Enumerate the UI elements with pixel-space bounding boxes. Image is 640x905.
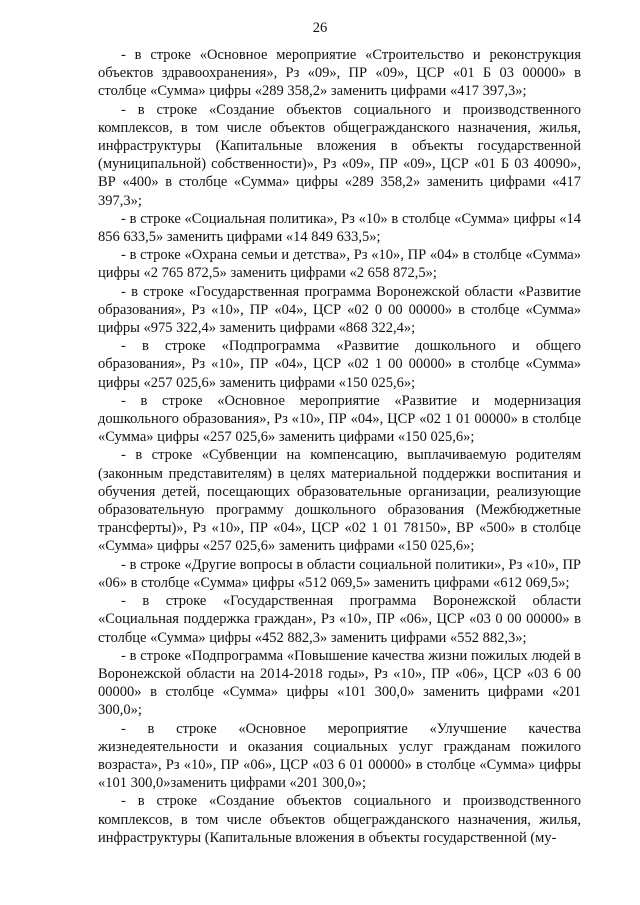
amendment-paragraph: - в строке «Государственная программа Воронежской области «Развитие образования», Рз «10», ПР «04», ЦСР «02 0 00 00000» в столбце «Сумма» цифры «975 322,4» заменить цифрами «868 322,4»; (98, 283, 581, 337)
amendment-paragraph: - в строке «Создание объектов социального и производственного комплексов, в том числе объектов общегражданского назначения, жилья, инфраструктуры (Капитальные вложения в объекты государственной (му- (98, 793, 581, 846)
amendment-paragraph: - в строке «Социальная политика», Рз «10» в столбце «Сумма» цифры «14 856 633,5» заменить цифрами «14 849 633,5»; (98, 210, 581, 246)
amendment-paragraph: - в строке «Основное мероприятие «Развитие и модернизация дошкольного образования», Рз «10», ПР «04», ЦСР «02 1 01 00000» в столбце «Сумма» цифры «257 025,6» заменить цифрами «150 025,6»; (98, 392, 581, 446)
amendment-paragraph: - в строке «Основное мероприятие «Строительство и реконструкция объектов здравоохранения», Рз «09», ПР «09», ЦСР «01 Б 03 00000» в столбце «Сумма» цифры «289 358,2» заменить цифрами «417 397,3»; (98, 47, 581, 100)
amendment-paragraph: - в строке «Другие вопросы в области социальной политики», Рз «10», ПР «06» в столбце «Сумма» цифры «512 069,5» заменить цифрами «612 069,5»; (98, 556, 581, 591)
amendment-paragraph: - в строке «Охрана семьи и детства», Рз «10», ПР «04» в столбце «Сумма» цифры «2 765 872,5» заменить цифрами «2 658 872,5»; (98, 247, 581, 282)
amendment-paragraph: - в строке «Подпрограмма «Повышение качества жизни пожилых людей в Воронежской области на 2014-2018 годы», Рз «10», ПР «06», ЦСР «03 6 00 00000» в столбце «Сумма» цифры «101 300,0» заменить цифрами «201 300,0»; (98, 647, 581, 719)
document-body (98, 46, 581, 847)
amendment-paragraph: - в строке «Субвенции на компенсацию, выплачиваемую родителям (законным представителям) в целях материальной поддержки воспитания и обучения детей, посещающих образовательные организации, реализующие образовательную программу дошкольного образования (Межбюджетные трансферты)», Рз «10», ПР «04», ЦСР «02 1 01 78150», ВР «500» в столбце «Сумма» цифры «257 025,6» заменить цифрами «150 025,6»; (98, 447, 581, 555)
amendment-paragraph: - в строке «Подпрограмма «Развитие дошкольного и общего образования», Рз «10», ПР «04», ЦСР «02 1 00 00000» в столбце «Сумма» цифры «257 025,6» заменить цифрами «150 025,6»; (98, 338, 581, 391)
amendment-paragraph: - в строке «Создание объектов социального и производственного комплексов, в том числе объектов общегражданского назначения, жилья, инфраструктуры (Капитальные вложения в объекты государственной (муниципальной) собственности)», Рз «09», ПР «09», ЦСР «01 Б 03 40090», ВР «400» в столбце «Сумма» цифры «289 358,2» заменить цифрами «417 397,3»; (98, 101, 581, 209)
amendment-paragraph: - в строке «Основное мероприятие «Улучшение качества жизнедеятельности и оказания социальных услуг гражданам пожилого возраста», Рз «10», ПР «06», ЦСР «03 6 01 00000» в столбце «Сумма» цифры «101 300,0»заменить цифрами «201 300,0»; (98, 720, 581, 792)
amendment-paragraph: - в строке «Государственная программа Воронежской области «Социальная поддержка граждан», Рз «10», ПР «06», ЦСР «03 0 00 00000» в столбце «Сумма» цифры «452 882,3» заменить цифрами «552 882,3»; (98, 593, 581, 646)
page-number: 26 (312, 20, 328, 36)
